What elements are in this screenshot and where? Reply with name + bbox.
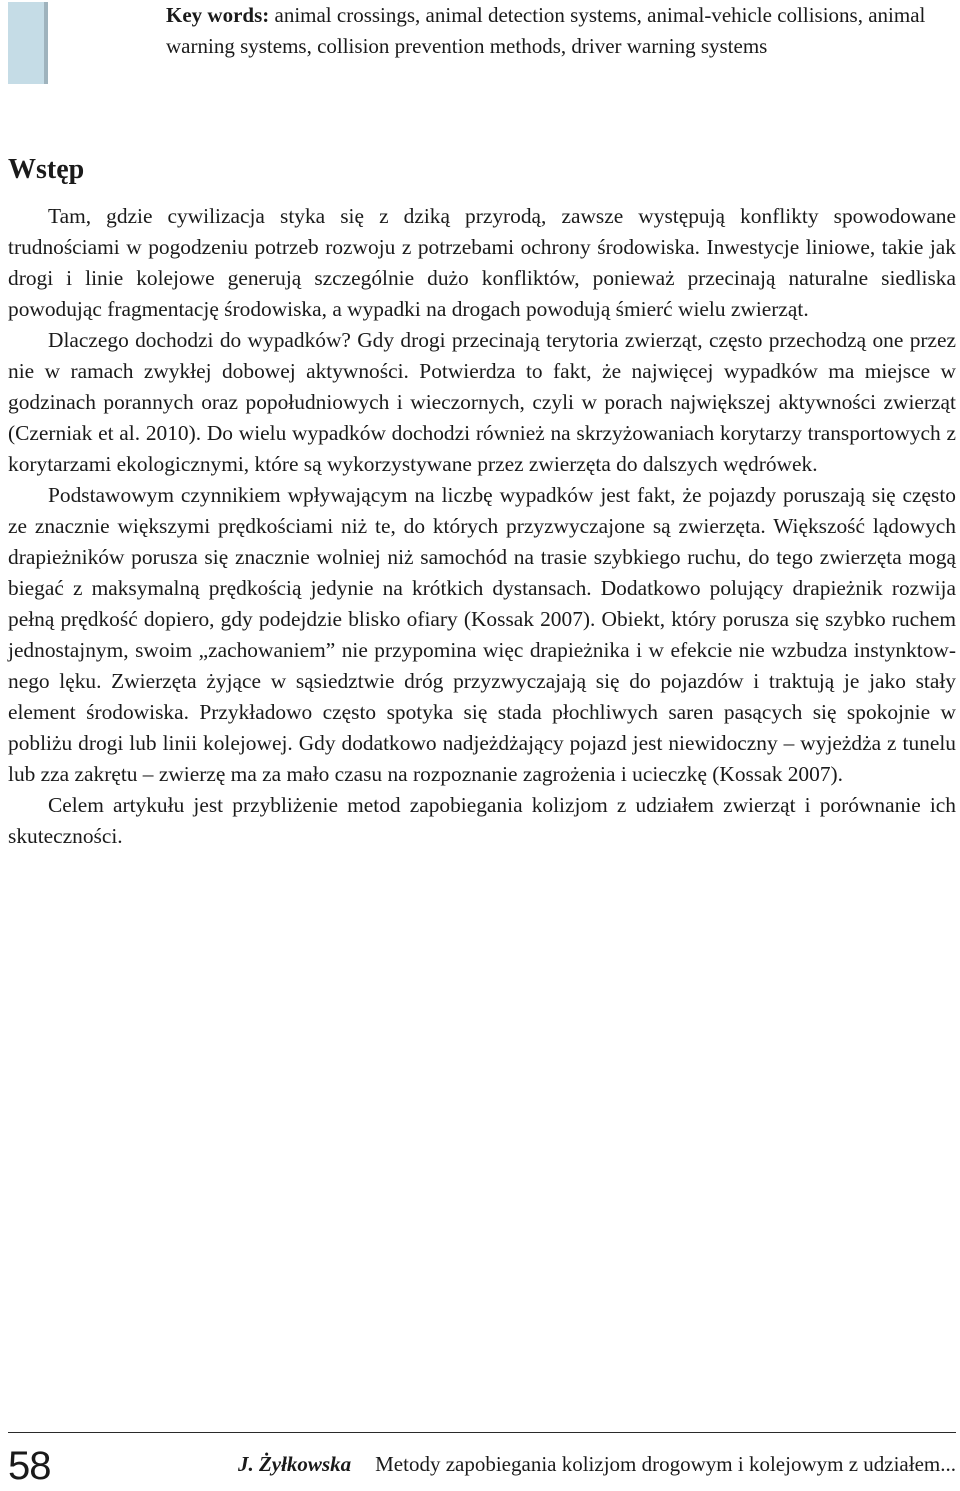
keywords-block (0, 0, 960, 90)
keywords-list: animal crossings, animal detection systems, animal-vehicle collisions, animal warning systems, collision prevention methods, driver warning systems (166, 3, 926, 58)
section-body (8, 201, 956, 852)
body-paragraph-2: Dlaczego dochodzi do wypadków? Gdy drogi przecinają terytoria zwierząt, często przechodzą one przez nie w ramach zwykłej dobowej aktywności. Potwierdza to fakt, że najwięcej wypadków ma miejsce w godzinach porannych oraz popołudniowych i wieczornych, czyli w porach największej aktywności zwierząt (Czerniak et al. 2010). Do wielu wypadków dochodzi również na skrzyżowaniach korytarzy transportowych z korytarzami ekologicznymi, które są wykorzystywane przez zwierzęta do dalszych wędrówek. (8, 328, 956, 476)
body-paragraph-4: Celem artykułu jest przybliżenie metod zapobiegania kolizjom z udziałem zwierząt i porównanie ich skuteczności. (8, 793, 956, 848)
section-heading: Wstęp (8, 154, 85, 185)
keywords-label: Key words: (166, 3, 270, 27)
footer-title: Metody zapobiegania kolizjom drogowym i kolejowym z udziałem... (375, 1452, 956, 1476)
keywords-paragraph (166, 0, 956, 61)
decorative-accent-bar (8, 2, 44, 84)
body-paragraph-1: Tam, gdzie cywilizacja styka się z dziką przyrodą, zawsze występują konflikty spowodowane trudnościami w pogodzeniu potrzeb rozwoju z potrzebami ochrony środowiska. Inwestycje liniowe, takie jak drogi i linie kolejowe generują szczególnie dużo konfliktów, ponieważ przecinają naturalne siedliska powodując fragmentację środowiska, a wypadki na drogach powodują śmierć wielu zwierząt. (8, 204, 956, 321)
running-footer (238, 1450, 956, 1478)
page-number: 58 (8, 1444, 51, 1488)
footer-author: J. Żyłkowska (237, 1452, 352, 1476)
body-paragraph-3: Podstawowym czynnikiem wpływającym na liczbę wypadków jest fakt, że pojazdy poruszają się często ze znacznie większymi prędkościami niż te, do których przyzwyczajone są zwierzęta. Większość lądowych drapieżników porusza się znacznie wolniej niż samochód na trasie szybkiego ruchu, do tego zwierzęta mogą biegać z maksymalną prędkością jedynie na krótkich dystansach. Dodatkowo polujący drapieżnik rozwija pełną prędkość dopiero, gdy podejdzie blisko ofiary (Kossak 2007). Obiekt, który porusza się szybko ruchem jednostajnym, swoim „zachowaniem” nie przypomina więc drapieżnika i w efekcie nie wzbudza instynktownego lęku. Zwierzęta żyjące w sąsiedztwie dróg przyzwyczajają się do pojazdów i traktują je jako stały element środowiska. Przykładowo często spotyka się stada płochliwych saren pasących się spokojnie w pobliżu drogi lub linii kolejowej. Gdy dodatkowo nadjeżdżający pojazd jest niewidoczny – wyjeżdża z tunelu lub zza zakrętu – zwierzę ma za mało czasu na rozpoznanie zagrożenia i ucieczkę (Kossak 2007). (8, 483, 956, 786)
footer-divider (8, 1432, 956, 1433)
